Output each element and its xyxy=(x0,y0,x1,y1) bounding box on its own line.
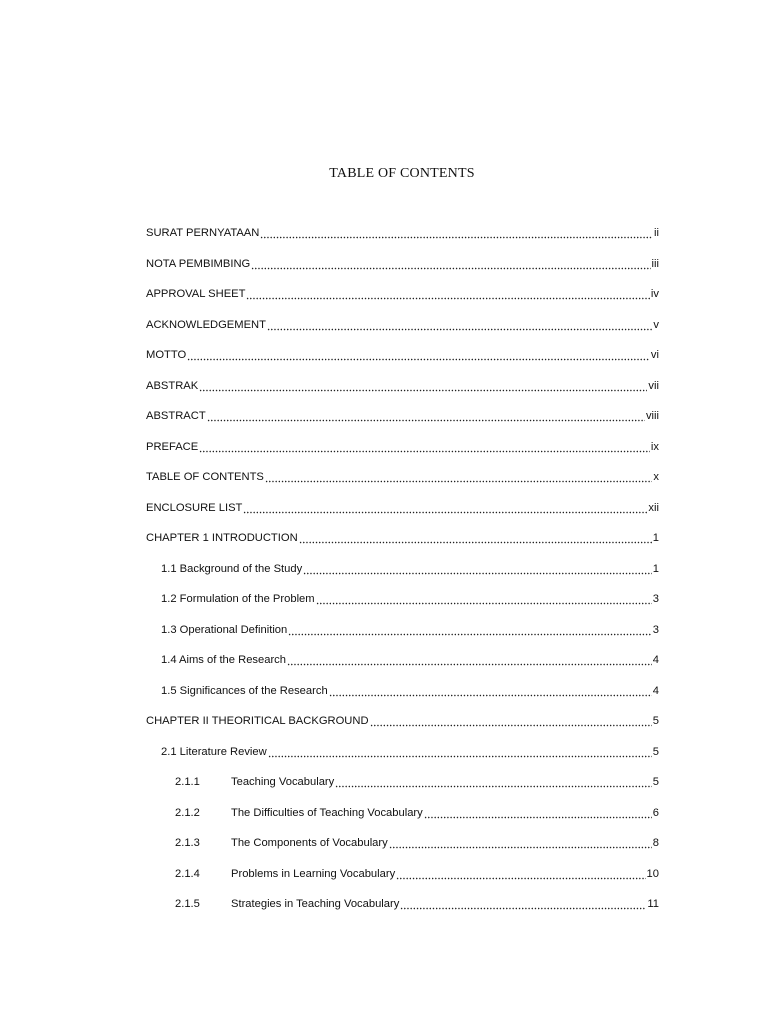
toc-entry-page: 4 xyxy=(652,654,659,666)
toc-entry-page: iv xyxy=(650,288,659,300)
toc-entry-number: 2.1.3 xyxy=(175,837,200,849)
toc-entry[interactable] xyxy=(0,865,659,896)
toc-entry-label: 2.1 Literature Review xyxy=(161,745,267,758)
leader-dots xyxy=(265,470,653,484)
toc-entry-page: 8 xyxy=(652,837,659,849)
toc-entry-page: vi xyxy=(650,349,659,361)
leader-dots xyxy=(260,226,653,240)
toc-entry-label: NOTA PEMBIMBING xyxy=(146,257,251,270)
toc-entry-page: 6 xyxy=(652,806,659,819)
toc-entry-page: 1 xyxy=(652,562,659,575)
toc-entry-label: 1.5 Significances of the Research xyxy=(161,684,328,697)
toc-entry-label: ENCLOSURE LIST xyxy=(146,501,243,514)
toc-entry[interactable] xyxy=(0,743,659,774)
toc-entry-label: APPROVAL SHEET xyxy=(146,288,246,300)
toc-entry-text: The Difficulties of Teaching Vocabulary xyxy=(231,806,423,819)
toc-entry[interactable] xyxy=(0,255,659,286)
toc-entry[interactable] xyxy=(0,346,659,377)
toc-entry-text: Teaching Vocabulary xyxy=(231,776,335,788)
toc-entry-label: CHAPTER 1 INTRODUCTION xyxy=(146,532,298,544)
toc-entry[interactable] xyxy=(0,499,659,530)
toc-entry-page: 3 xyxy=(652,623,659,636)
toc-entry-label: 1.3 Operational Definition xyxy=(161,623,288,636)
toc-entry-label: 1.1 Background of the Study xyxy=(161,562,303,575)
leader-dots xyxy=(288,623,652,637)
leader-dots xyxy=(207,409,645,423)
leader-dots xyxy=(246,287,649,301)
toc-entry-page: iii xyxy=(651,257,659,270)
leader-dots xyxy=(199,379,647,393)
toc-entry-page: viii xyxy=(645,410,659,422)
toc-entry-number: 2.1.1 xyxy=(175,776,200,788)
toc-entry-page: 1 xyxy=(652,532,659,544)
toc-entry-number: 2.1.4 xyxy=(175,867,200,880)
leader-dots xyxy=(400,897,646,911)
toc-entry[interactable] xyxy=(0,773,659,804)
leader-dots xyxy=(267,318,652,332)
toc-entry-text: The Components of Vocabulary xyxy=(231,837,388,849)
toc-entry[interactable] xyxy=(0,224,659,255)
toc-entry-page: 4 xyxy=(652,684,659,697)
toc-entry-label: TABLE OF CONTENTS xyxy=(146,471,264,483)
toc-entry-page: ix xyxy=(650,440,659,453)
toc-entry-page: 3 xyxy=(652,593,659,605)
leader-dots xyxy=(199,440,650,454)
toc-entry-number: 2.1.2 xyxy=(175,806,200,819)
toc-entry[interactable] xyxy=(0,682,659,713)
toc-entry[interactable] xyxy=(0,560,659,591)
leader-dots xyxy=(243,501,647,515)
leader-dots xyxy=(268,745,652,759)
toc-entry-label: CHAPTER II THEORITICAL BACKGROUND xyxy=(146,715,369,727)
toc-entry-page: 11 xyxy=(647,898,659,910)
leader-dots xyxy=(251,257,650,271)
toc-entry-label: ACKNOWLEDGEMENT xyxy=(146,318,266,331)
toc-entry[interactable] xyxy=(0,316,659,347)
leader-dots xyxy=(287,653,652,667)
leader-dots xyxy=(187,348,650,362)
toc-entry[interactable] xyxy=(0,285,659,316)
leader-dots xyxy=(335,775,652,789)
page-title: TABLE OF CONTENTS xyxy=(329,166,475,181)
toc-entry-label xyxy=(175,897,399,911)
leader-dots xyxy=(316,592,652,606)
toc-entry-page: 5 xyxy=(652,745,659,758)
toc-entry[interactable] xyxy=(0,804,659,835)
leader-dots xyxy=(299,531,652,545)
toc-entry-page: v xyxy=(653,318,659,331)
leader-dots xyxy=(370,714,652,728)
leader-dots xyxy=(396,867,645,881)
leader-dots xyxy=(303,562,652,576)
leader-dots xyxy=(389,836,652,850)
toc-entry-page: 5 xyxy=(652,776,659,788)
toc-entry[interactable] xyxy=(0,590,659,621)
toc-entry-label: PREFACE xyxy=(146,440,199,453)
leader-dots xyxy=(424,806,652,820)
toc-entry[interactable] xyxy=(0,468,659,499)
toc-entry[interactable] xyxy=(0,438,659,469)
toc-entry-label: SURAT PERNYATAAN xyxy=(146,227,260,239)
toc-entry[interactable] xyxy=(0,712,659,743)
toc-entry-label xyxy=(175,806,423,820)
toc-entry-label: 1.4 Aims of the Research xyxy=(161,654,286,666)
toc-entry-label: MOTTO xyxy=(146,349,187,361)
toc-entry-page: 10 xyxy=(646,867,659,880)
toc-entry[interactable] xyxy=(0,377,659,408)
toc-entry-label xyxy=(175,836,388,850)
toc-entry[interactable] xyxy=(0,621,659,652)
toc-entry[interactable] xyxy=(0,529,659,560)
leader-dots xyxy=(329,684,652,698)
toc-entry-label: 1.2 Formulation of the Problem xyxy=(161,593,315,605)
toc-entry-page: ii xyxy=(654,227,659,239)
toc-list xyxy=(0,224,768,926)
toc-entry[interactable] xyxy=(0,407,659,438)
toc-entry[interactable] xyxy=(0,895,659,926)
toc-entry-page: xii xyxy=(648,501,659,514)
toc-entry-label xyxy=(175,775,334,789)
toc-entry-text: Problems in Learning Vocabulary xyxy=(231,867,396,880)
toc-entry-label: ABSTRACT xyxy=(146,410,206,422)
toc-entry-text: Strategies in Teaching Vocabulary xyxy=(231,898,400,910)
toc-entry-number: 2.1.5 xyxy=(175,898,200,910)
toc-entry-page: 5 xyxy=(652,715,659,727)
toc-entry-label xyxy=(175,867,395,881)
toc-entry-label: ABSTRAK xyxy=(146,379,199,392)
toc-entry-page: x xyxy=(653,471,659,483)
toc-entry[interactable] xyxy=(0,834,659,865)
toc-entry[interactable] xyxy=(0,651,659,682)
toc-entry-page: vii xyxy=(648,379,659,392)
